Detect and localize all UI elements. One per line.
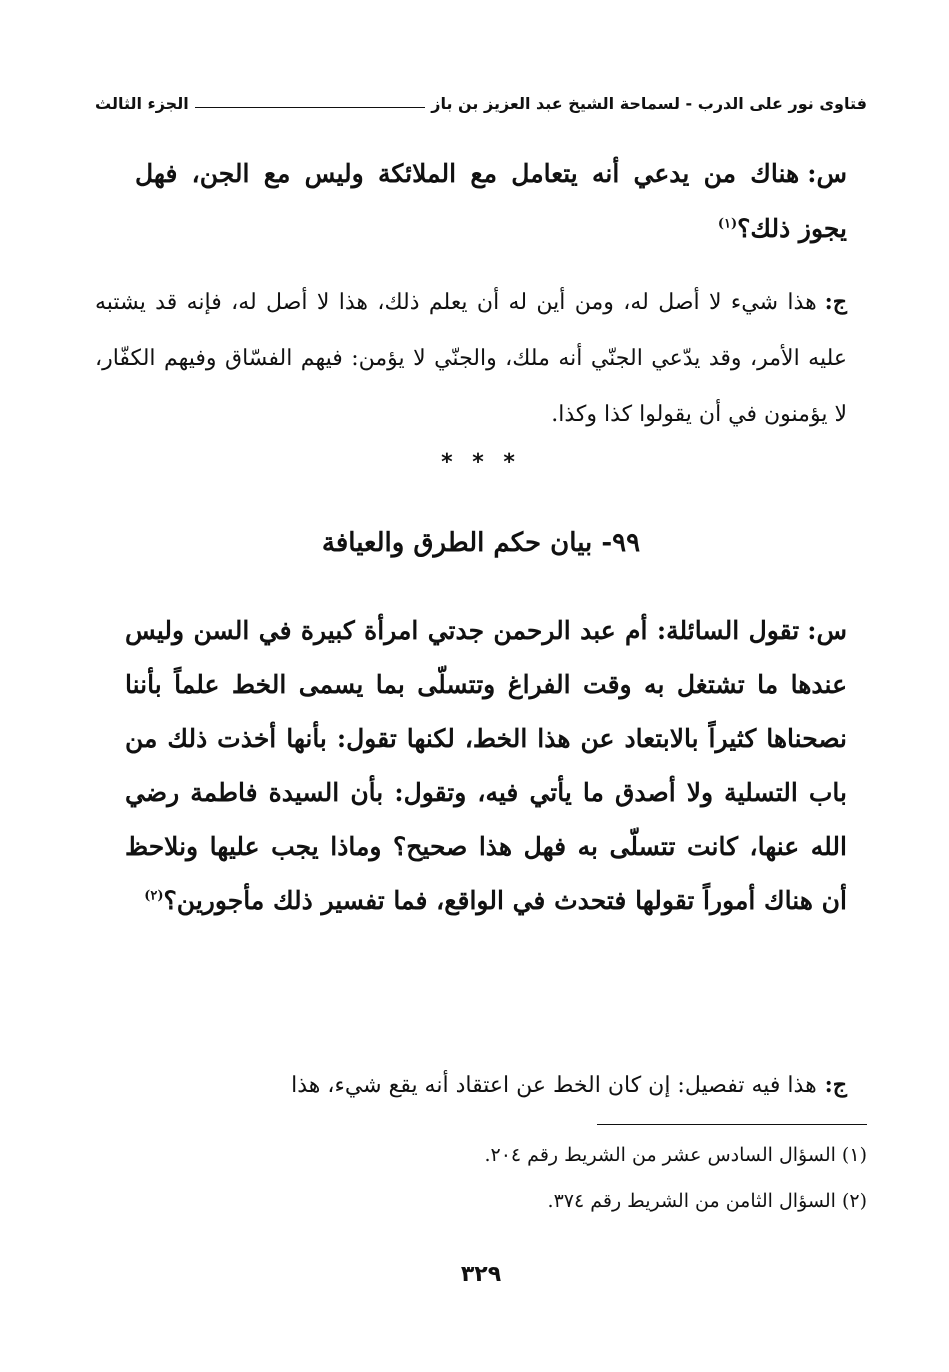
question-1-label: س: bbox=[807, 159, 847, 188]
footnotes bbox=[95, 1132, 867, 1224]
header-book-title: فتاوى نور على الدرب - لسماحة الشيخ عبد العزيز بن باز bbox=[431, 93, 867, 113]
answer-1 bbox=[95, 274, 867, 443]
footnote-1: (١) السؤال السادس عشر من الشريط رقم ٢٠٤. bbox=[484, 1144, 867, 1166]
question-1-footnote-ref: (١) bbox=[717, 216, 738, 232]
footnote-rule bbox=[597, 1124, 867, 1125]
question-2-label: س: bbox=[807, 616, 847, 645]
question-2-text: تقول السائلة: أم عبد الرحمن جدتي امرأة كبيرة في السن وليس عندها ما تشتغل به وقت الفراغ وتتسلّى بما يسمى الخط علماً بأننا نصحناها كثيراً بالابتعاد عن هذا الخط، لكنها تقول: بأنها أخذت ذلك من باب التسلية ولا أصدق ما يأتي فيه، وتقول: بأن السيدة فاطمة رضي الله عنها، كانت تتسلّى به فهل هذا صحيح؟ وماذا يجب عليها ونلاحظ أن هناك أموراً تقولها فتحدث في الواقع، فما تفسير ذلك مأجورين؟ bbox=[125, 616, 847, 915]
question-2 bbox=[95, 604, 867, 928]
running-header bbox=[95, 88, 867, 118]
header-volume: الجزء الثالث bbox=[95, 93, 189, 113]
answer-2 bbox=[95, 1058, 867, 1113]
answer-1-text: هذا شيء لا أصل له، ومن أين له أن يعلم ذلك، هذا لا أصل له، فإنه قد يشتبه عليه الأمر، وقد يدّعي الجنّي أنه ملك، والجنّي لا يؤمن: فيهم الفسّاق وفيهم الكفّار، لا يؤمنون في أن يقولوا كذا وكذا. bbox=[95, 290, 847, 427]
footnote-2: (٢) السؤال الثامن من الشريط رقم ٣٧٤. bbox=[547, 1190, 867, 1212]
answer-2-text: هذا فيه تفصيل: إن كان الخط عن اعتقاد أنه يقع شيء، هذا bbox=[291, 1073, 817, 1098]
section-title: ٩٩- بيان حكم الطرق والعيافة bbox=[321, 528, 641, 558]
question-1 bbox=[95, 146, 867, 256]
answer-1-label: ج: bbox=[824, 289, 847, 315]
answer-2-label: ج: bbox=[824, 1072, 847, 1098]
header-rule bbox=[195, 107, 426, 108]
section-separator: * * * bbox=[441, 450, 521, 475]
question-1-text: هناك من يدعي أنه يتعامل مع الملائكة وليس مع الجن، فهل يجوز ذلك؟ bbox=[135, 159, 847, 243]
book-page bbox=[95, 0, 867, 1372]
question-2-footnote-ref: (٢) bbox=[144, 888, 164, 904]
page-number: ٣٢٩ bbox=[460, 1262, 502, 1287]
